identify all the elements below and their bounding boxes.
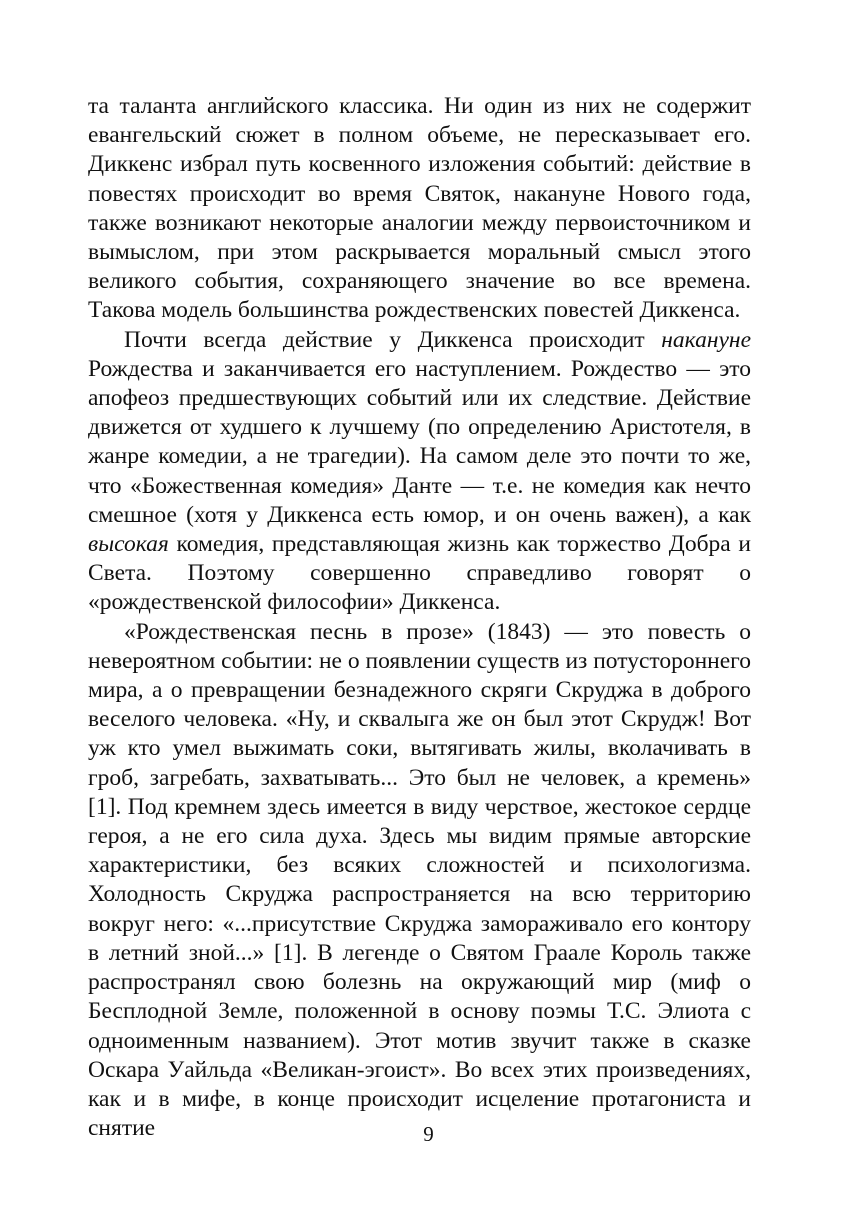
paragraph-2-text-b: Рождества и заканчивается его наступлением. Рождество — это апофеоз предшествующих событий или их следствие. Действие движется от худшего к лучшему (по определению Аристотеля, в жанре комедии, а не трагедии). На самом деле это почти то же, что «Божественная комедия» Данте — т.е. не комедия как нечто смешное (хотя у Диккенса есть юмор, и он очень важен), а как [88, 355, 751, 528]
paragraph-3-text: «Рождественская песнь в прозе» (1843) — это повесть о невероятном событии: не о появлении существ из потустороннего мира, а о превращении безнадежного скряги Скруджа в доброго веселого человека. «Ну, и сквалыга же он был этот Скрудж! Вот уж кто умел выжимать соки, вытягивать жилы, вколачивать в гроб, загребать, захватывать... Это был не человек, а кремень» [1]. Под кремнем здесь имеется в виду черствое, жестокое сердце героя, а не его сила духа. Здесь мы видим прямые авторские характеристики, без всяких сложностей и психологизма. Холодность Скруджа распространяется на всю территорию вокруг него: «...присутствие Скруджа замораживало его контору в летний зной...» [1]. В легенде о Святом Граале Король также распространял свою болезнь на окружающий мир (миф о Бесплодной Земле, положенной в основу поэмы Т.С. Элиота с одноименным названием). Этот мотив звучит также в сказке Оскара Уайльда «Великан-эгоист». Во всех этих произведениях, как и в мифе, в конце происходит исцеление протагониста и снятие [88, 618, 751, 1142]
page-body [88, 92, 751, 1143]
paragraph-1-text: та таланта английского классика. Ни один из них не содержит евангельский сюжет в полном объеме, не пересказывает его. Диккенс избрал путь косвенного изложения событий: действие в повестях происходит во время Святок, накануне Нового года, также возникают некоторые аналогии между первоисточником и вымыслом, при этом раскрывается моральный смысл этого великого события, сохраняющего значение во все времена. Такова модель большинства рождественских повестей Диккенса. [88, 93, 751, 324]
paragraph-2-text-a: Почти всегда действие у Диккенса происходит [124, 326, 662, 353]
paragraph-3 [88, 618, 751, 1144]
emphasis-vysokaya: высокая [88, 531, 169, 558]
emphasis-nakanune: накануне [661, 326, 751, 353]
paragraph-2-text-c: комедия, представляющая жизнь как торжество Добра и Света. Поэтому совершенно справедливо говорят о «рождественской философии» Диккенса. [88, 531, 751, 616]
page-number: 9 [423, 1122, 434, 1146]
paragraph-1 [88, 92, 751, 326]
paragraph-2 [88, 326, 751, 618]
